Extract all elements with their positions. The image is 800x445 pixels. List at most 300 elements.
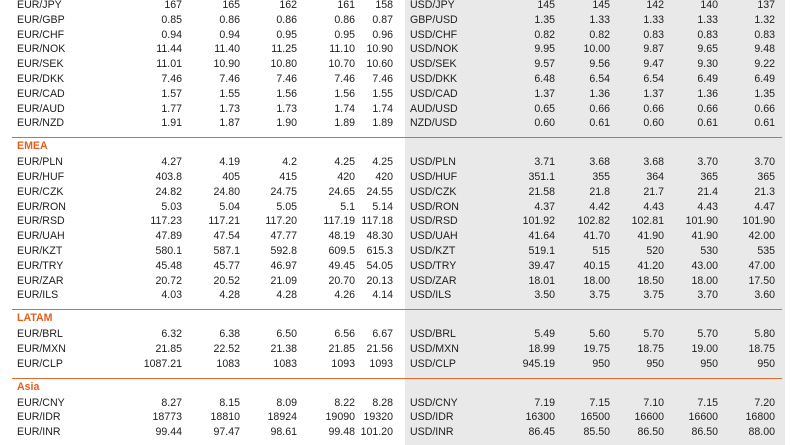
left-rate-value: 21.09 — [270, 274, 297, 287]
right-rate-value: 530 — [700, 245, 718, 257]
left-rate-value: 0.95 — [276, 28, 297, 41]
left-pair-label: EUR/IDR — [17, 411, 61, 424]
right-rate-value: 0.83 — [754, 28, 775, 41]
right-rate-value: 21.7 — [643, 185, 664, 198]
left-rate-value: 0.96 — [372, 28, 393, 41]
left-rate-value: 101.20 — [360, 426, 393, 439]
right-rate-value: 101.92 — [522, 215, 555, 228]
table-row — [0, 13, 800, 28]
right-rate-value: 43.00 — [691, 259, 718, 272]
right-rate-value: 3.70 — [754, 156, 775, 169]
left-rate-value: 5.05 — [276, 200, 297, 213]
right-rate-value: 950 — [646, 357, 664, 370]
right-pair-label: USD/CZK — [410, 185, 457, 198]
left-rate-value: 97.47 — [213, 426, 240, 439]
right-rate-value: 9.95 — [534, 43, 555, 56]
right-rate-value: 7.19 — [534, 396, 555, 409]
right-pair-label: USD/UAH — [410, 230, 458, 243]
right-rate-value: 365 — [700, 171, 718, 183]
table-row — [0, 288, 800, 303]
right-rate-value: 7.15 — [589, 396, 610, 409]
right-rate-value: 40.15 — [583, 259, 610, 272]
left-pair-label: EUR/BRL — [17, 328, 63, 341]
left-rate-value: 117.18 — [361, 215, 393, 228]
left-rate-value: 0.94 — [161, 28, 182, 41]
right-rate-value: 16800 — [745, 411, 775, 424]
left-rate-value: 22.52 — [213, 343, 240, 355]
left-rate-value: 0.95 — [334, 28, 355, 41]
table-row — [0, 102, 800, 117]
right-rate-value: 137 — [757, 0, 775, 11]
right-rate-value: 351.1 — [528, 171, 555, 183]
left-pair-label: EUR/ZAR — [17, 274, 64, 287]
right-rate-value: 86.50 — [637, 426, 664, 439]
left-rate-value: 7.46 — [334, 73, 355, 85]
left-rate-value: 54.05 — [366, 259, 393, 272]
left-rate-value: 415 — [279, 171, 297, 183]
table-row — [0, 342, 800, 357]
right-rate-value: 0.83 — [697, 28, 718, 41]
left-rate-value: 21.56 — [366, 343, 393, 355]
left-rate-value: 587.1 — [213, 245, 240, 257]
table-row — [0, 396, 800, 411]
left-rate-value: 4.03 — [161, 289, 182, 302]
right-rate-value: 3.75 — [589, 289, 610, 302]
left-rate-value: 4.28 — [276, 289, 297, 302]
right-pair-label: USD/ILS — [410, 289, 452, 302]
right-rate-value: 3.50 — [534, 289, 555, 302]
left-rate-value: 1.89 — [372, 117, 393, 130]
right-rate-value: 16500 — [580, 411, 610, 424]
right-rate-value: 945.19 — [522, 357, 555, 370]
table-row — [0, 357, 800, 372]
left-rate-value: 24.80 — [213, 185, 240, 198]
right-rate-value: 102.82 — [577, 215, 610, 228]
left-pair-label: EUR/AUD — [17, 102, 65, 115]
left-rate-value: 47.77 — [270, 230, 297, 243]
left-rate-value: 24.82 — [155, 185, 182, 198]
left-rate-value: 1083 — [273, 357, 297, 370]
left-rate-value: 10.60 — [366, 58, 393, 71]
right-rate-value: 101.90 — [685, 215, 718, 228]
right-rate-value: 520 — [646, 245, 664, 257]
right-rate-value: 0.61 — [589, 117, 610, 130]
left-rate-value: 1.74 — [372, 102, 393, 115]
left-rate-value: 10.90 — [213, 58, 240, 71]
left-rate-value: 6.32 — [161, 328, 182, 341]
right-rate-value: 86.45 — [528, 426, 555, 439]
left-rate-value: 403.8 — [155, 171, 182, 183]
right-rate-value: 3.68 — [589, 156, 610, 169]
left-rate-value: 117.19 — [323, 215, 355, 228]
table-row — [0, 170, 800, 185]
right-pair-label: USD/RSD — [410, 215, 458, 228]
left-rate-value: 117.23 — [150, 215, 182, 228]
left-rate-value: 6.67 — [372, 328, 393, 341]
left-rate-value: 161 — [337, 0, 355, 11]
left-rate-value: 1.55 — [372, 87, 393, 100]
left-rate-value: 7.46 — [219, 73, 240, 85]
left-rate-value: 45.48 — [155, 259, 182, 272]
left-rate-value: 48.30 — [366, 230, 393, 243]
right-rate-value: 5.70 — [697, 328, 718, 341]
left-rate-value: 162 — [279, 0, 297, 11]
right-rate-value: 3.75 — [643, 289, 664, 302]
right-rate-value: 18.00 — [691, 274, 718, 287]
left-rate-value: 6.38 — [219, 328, 240, 341]
left-rate-value: 11.44 — [156, 43, 182, 56]
right-rate-value: 142 — [646, 0, 664, 11]
left-rate-value: 5.1 — [340, 200, 355, 213]
right-pair-label: USD/JPY — [410, 0, 455, 11]
left-pair-label: EUR/RSD — [17, 215, 65, 228]
left-rate-value: 10.80 — [270, 58, 297, 71]
right-rate-value: 1.37 — [534, 87, 555, 100]
right-rate-value: 3.68 — [643, 156, 664, 169]
left-rate-value: 8.15 — [219, 396, 240, 409]
left-rate-value: 47.89 — [155, 230, 182, 243]
right-pair-label: AUD/USD — [410, 102, 458, 115]
left-rate-value: 20.72 — [155, 274, 182, 287]
right-rate-value: 0.66 — [754, 102, 775, 115]
left-rate-value: 0.86 — [334, 13, 355, 26]
right-rate-value: 10.00 — [583, 43, 610, 56]
right-pair-label: USD/DKK — [410, 73, 458, 85]
right-rate-value: 3.70 — [697, 156, 718, 169]
right-rate-value: 41.64 — [528, 230, 555, 243]
left-rate-value: 47.54 — [213, 230, 240, 243]
right-rate-value: 0.82 — [589, 28, 610, 41]
left-rate-value: 98.61 — [270, 426, 297, 439]
left-rate-value: 4.26 — [334, 289, 355, 302]
left-rate-value: 21.38 — [270, 343, 297, 355]
left-rate-value: 5.03 — [161, 200, 182, 213]
right-rate-value: 19.00 — [691, 343, 718, 355]
left-rate-value: 11.40 — [214, 43, 240, 56]
right-rate-value: 5.80 — [754, 328, 775, 341]
left-rate-value: 1093 — [369, 357, 393, 370]
table-row — [0, 72, 800, 87]
right-pair-label: GBP/USD — [410, 13, 458, 26]
right-rate-value: 1.35 — [534, 13, 555, 26]
right-rate-value: 21.8 — [589, 185, 610, 198]
right-rate-value: 0.65 — [534, 102, 555, 115]
right-rate-value: 4.43 — [697, 200, 718, 213]
left-rate-value: 1.55 — [219, 87, 240, 100]
right-pair-label: NZD/USD — [410, 117, 458, 130]
right-rate-value: 4.47 — [754, 200, 775, 213]
right-rate-value: 0.66 — [643, 102, 664, 115]
right-rate-value: 9.57 — [534, 58, 555, 71]
left-rate-value: 6.50 — [276, 328, 297, 341]
left-rate-value: 49.45 — [328, 259, 355, 272]
right-rate-value: 1.36 — [697, 87, 718, 100]
left-rate-value: 21.85 — [328, 343, 355, 355]
right-rate-value: 102.81 — [631, 215, 664, 228]
right-rate-value: 5.70 — [643, 328, 664, 341]
right-rate-value: 9.87 — [643, 43, 664, 56]
table-row — [0, 410, 800, 425]
left-rate-value: 11.10 — [329, 43, 355, 56]
right-rate-value: 1.35 — [754, 87, 775, 100]
right-pair-label: USD/INR — [410, 426, 454, 439]
left-rate-value: 4.25 — [334, 156, 355, 169]
right-rate-value: 18.00 — [583, 274, 610, 287]
right-pair-label: USD/ZAR — [410, 274, 457, 287]
right-rate-value: 6.54 — [643, 73, 664, 85]
table-row — [0, 244, 800, 259]
left-rate-value: 0.85 — [161, 13, 182, 26]
right-rate-value: 18.75 — [637, 343, 664, 355]
right-rate-value: 3.60 — [754, 289, 775, 302]
table-row — [0, 87, 800, 102]
section-title: Asia — [17, 380, 40, 393]
right-rate-value: 21.58 — [528, 185, 555, 198]
right-rate-value: 1.36 — [589, 87, 610, 100]
right-rate-value: 4.43 — [643, 200, 664, 213]
right-rate-value: 140 — [700, 0, 718, 11]
left-pair-label: EUR/PLN — [17, 156, 63, 169]
left-rate-value: 18924 — [267, 411, 297, 424]
table-row — [0, 259, 800, 274]
left-pair-label: EUR/CAD — [17, 87, 65, 100]
left-rate-value: 48.19 — [328, 230, 355, 243]
left-rate-value: 1087.21 — [143, 357, 182, 370]
section-divider — [12, 309, 782, 310]
section-divider — [12, 378, 782, 379]
right-rate-value: 515 — [592, 245, 610, 257]
left-rate-value: 8.28 — [372, 396, 393, 409]
right-rate-value: 145 — [537, 0, 555, 11]
left-rate-value: 117.21 — [208, 215, 240, 228]
left-rate-value: 20.13 — [366, 274, 393, 287]
left-pair-label: EUR/GBP — [17, 13, 65, 26]
left-rate-value: 8.22 — [334, 396, 355, 409]
left-rate-value: 19320 — [363, 411, 393, 424]
right-rate-value: 18.99 — [528, 343, 555, 355]
right-rate-value: 7.15 — [697, 396, 718, 409]
left-rate-value: 4.28 — [219, 289, 240, 302]
left-rate-value: 1.91 — [161, 117, 182, 130]
right-rate-value: 21.3 — [754, 185, 775, 198]
left-pair-label: EUR/MXN — [17, 343, 66, 355]
left-rate-value: 5.04 — [219, 200, 240, 213]
left-rate-value: 0.87 — [372, 13, 393, 26]
left-pair-label: EUR/CZK — [17, 185, 64, 198]
left-rate-value: 20.52 — [213, 274, 240, 287]
right-rate-value: 88.00 — [748, 426, 775, 439]
left-rate-value: 1083 — [216, 357, 240, 370]
left-rate-value: 592.8 — [270, 245, 297, 257]
right-rate-value: 6.49 — [754, 73, 775, 85]
right-rate-value: 41.70 — [583, 230, 610, 243]
left-rate-value: 24.55 — [366, 185, 393, 198]
table-row — [0, 214, 800, 229]
left-rate-value: 609.5 — [328, 245, 355, 257]
right-rate-value: 1.32 — [754, 13, 775, 26]
table-row — [0, 42, 800, 57]
left-rate-value: 165 — [222, 0, 240, 11]
right-pair-label: USD/NOK — [410, 43, 459, 56]
right-rate-value: 4.37 — [534, 200, 555, 213]
right-rate-value: 3.71 — [534, 156, 555, 169]
section-divider — [12, 137, 782, 138]
left-rate-value: 1.73 — [219, 102, 240, 115]
left-pair-label: EUR/HUF — [17, 171, 65, 183]
left-rate-value: 11.25 — [271, 43, 297, 56]
left-pair-label: EUR/CNY — [17, 396, 65, 409]
left-rate-value: 1.57 — [161, 87, 182, 100]
right-rate-value: 0.60 — [534, 117, 555, 130]
right-pair-label: USD/HUF — [410, 171, 458, 183]
left-pair-label: EUR/RON — [17, 200, 66, 213]
right-pair-label: USD/KZT — [410, 245, 456, 257]
right-rate-value: 0.61 — [754, 117, 775, 130]
left-pair-label: EUR/NOK — [17, 43, 66, 56]
left-rate-value: 1.77 — [161, 102, 182, 115]
left-rate-value: 7.46 — [372, 73, 393, 85]
left-pair-label: EUR/DKK — [17, 73, 65, 85]
right-rate-value: 3.70 — [697, 289, 718, 302]
right-rate-value: 1.33 — [643, 13, 664, 26]
table-row — [0, 200, 800, 215]
table-row — [0, 274, 800, 289]
left-rate-value: 0.86 — [219, 13, 240, 26]
left-rate-value: 18810 — [210, 411, 240, 424]
right-rate-value: 9.30 — [697, 58, 718, 71]
right-rate-value: 6.54 — [589, 73, 610, 85]
left-rate-value: 1.87 — [219, 117, 240, 130]
left-rate-value: 0.86 — [276, 13, 297, 26]
left-rate-value: 46.97 — [270, 259, 297, 272]
right-rate-value: 39.47 — [528, 259, 555, 272]
table-row — [0, 28, 800, 43]
left-rate-value: 420 — [375, 171, 393, 183]
right-rate-value: 16300 — [525, 411, 555, 424]
left-rate-value: 8.09 — [276, 396, 297, 409]
left-rate-value: 21.85 — [155, 343, 182, 355]
right-rate-value: 9.48 — [754, 43, 775, 56]
table-row — [0, 425, 800, 440]
left-rate-value: 4.2 — [282, 156, 297, 169]
right-pair-label: USD/CLP — [410, 357, 456, 370]
right-rate-value: 6.49 — [697, 73, 718, 85]
left-rate-value: 19090 — [325, 411, 355, 424]
right-rate-value: 5.49 — [534, 328, 555, 341]
right-rate-value: 86.50 — [691, 426, 718, 439]
left-rate-value: 7.46 — [276, 73, 297, 85]
left-rate-value: 1093 — [331, 357, 355, 370]
right-rate-value: 7.10 — [643, 396, 664, 409]
left-rate-value: 405 — [222, 171, 240, 183]
right-rate-value: 0.60 — [643, 117, 664, 130]
right-rate-value: 18.50 — [637, 274, 664, 287]
table-row — [0, 0, 800, 13]
right-rate-value: 0.66 — [589, 102, 610, 115]
right-rate-value: 355 — [592, 171, 610, 183]
left-pair-label: EUR/TRY — [17, 259, 64, 272]
left-rate-value: 45.77 — [213, 259, 240, 272]
left-rate-value: 1.56 — [334, 87, 355, 100]
right-rate-value: 535 — [757, 245, 775, 257]
left-rate-value: 420 — [337, 171, 355, 183]
right-rate-value: 19.75 — [583, 343, 610, 355]
table-row — [0, 185, 800, 200]
right-rate-value: 21.4 — [697, 185, 718, 198]
right-rate-value: 41.90 — [691, 230, 718, 243]
right-pair-label: USD/CAD — [410, 87, 458, 100]
left-pair-label: EUR/CLP — [17, 357, 63, 370]
left-rate-value: 1.89 — [334, 117, 355, 130]
section-title: LATAM — [17, 312, 53, 325]
left-pair-label: EUR/ILS — [17, 289, 59, 302]
right-pair-label: USD/CHF — [410, 28, 458, 41]
left-pair-label: EUR/KZT — [17, 245, 63, 257]
right-rate-value: 145 — [592, 0, 610, 11]
right-pair-label: USD/CNY — [410, 396, 458, 409]
table-row — [0, 57, 800, 72]
left-rate-value: 20.70 — [328, 274, 355, 287]
left-rate-value: 1.90 — [276, 117, 297, 130]
left-rate-value: 580.1 — [155, 245, 182, 257]
left-rate-value: 4.14 — [372, 289, 393, 302]
right-rate-value: 41.90 — [637, 230, 664, 243]
left-rate-value: 99.48 — [328, 426, 355, 439]
right-rate-value: 47.00 — [748, 259, 775, 272]
right-rate-value: 1.37 — [643, 87, 664, 100]
left-rate-value: 4.19 — [219, 156, 240, 169]
right-rate-value: 6.48 — [534, 73, 555, 85]
left-rate-value: 158 — [375, 0, 393, 11]
right-rate-value: 365 — [757, 171, 775, 183]
right-rate-value: 85.50 — [583, 426, 610, 439]
right-rate-value: 1.33 — [589, 13, 610, 26]
left-rate-value: 1.56 — [276, 87, 297, 100]
right-rate-value: 9.65 — [697, 43, 718, 56]
left-rate-value: 0.94 — [219, 28, 240, 41]
left-pair-label: EUR/INR — [17, 426, 61, 439]
left-pair-label: EUR/UAH — [17, 230, 65, 243]
right-rate-value: 16600 — [634, 411, 664, 424]
right-rate-value: 0.82 — [534, 28, 555, 41]
left-rate-value: 10.70 — [328, 58, 355, 71]
left-rate-value: 7.46 — [161, 73, 182, 85]
left-rate-value: 24.65 — [328, 185, 355, 198]
right-rate-value: 0.61 — [697, 117, 718, 130]
left-rate-value: 24.75 — [270, 185, 297, 198]
right-rate-value: 9.22 — [754, 58, 775, 71]
right-rate-value: 18.75 — [748, 343, 775, 355]
right-rate-value: 9.56 — [589, 58, 610, 71]
right-rate-value: 519.1 — [528, 245, 555, 257]
right-rate-value: 9.47 — [643, 58, 664, 71]
right-rate-value: 17.50 — [748, 274, 775, 287]
left-rate-value: 5.14 — [372, 200, 393, 213]
right-rate-value: 4.42 — [589, 200, 610, 213]
left-rate-value: 1.73 — [276, 102, 297, 115]
right-rate-value: 16600 — [688, 411, 718, 424]
left-pair-label: EUR/SEK — [17, 58, 64, 71]
left-rate-value: 10.90 — [366, 43, 393, 56]
right-rate-value: 42.00 — [748, 230, 775, 243]
left-pair-label: EUR/JPY — [17, 0, 62, 11]
left-rate-value: 117.20 — [265, 215, 297, 228]
left-rate-value: 4.25 — [372, 156, 393, 169]
left-rate-value: 615.3 — [366, 245, 393, 257]
right-rate-value: 0.66 — [697, 102, 718, 115]
right-rate-value: 101.90 — [742, 215, 775, 228]
left-rate-value: 167 — [164, 0, 182, 11]
